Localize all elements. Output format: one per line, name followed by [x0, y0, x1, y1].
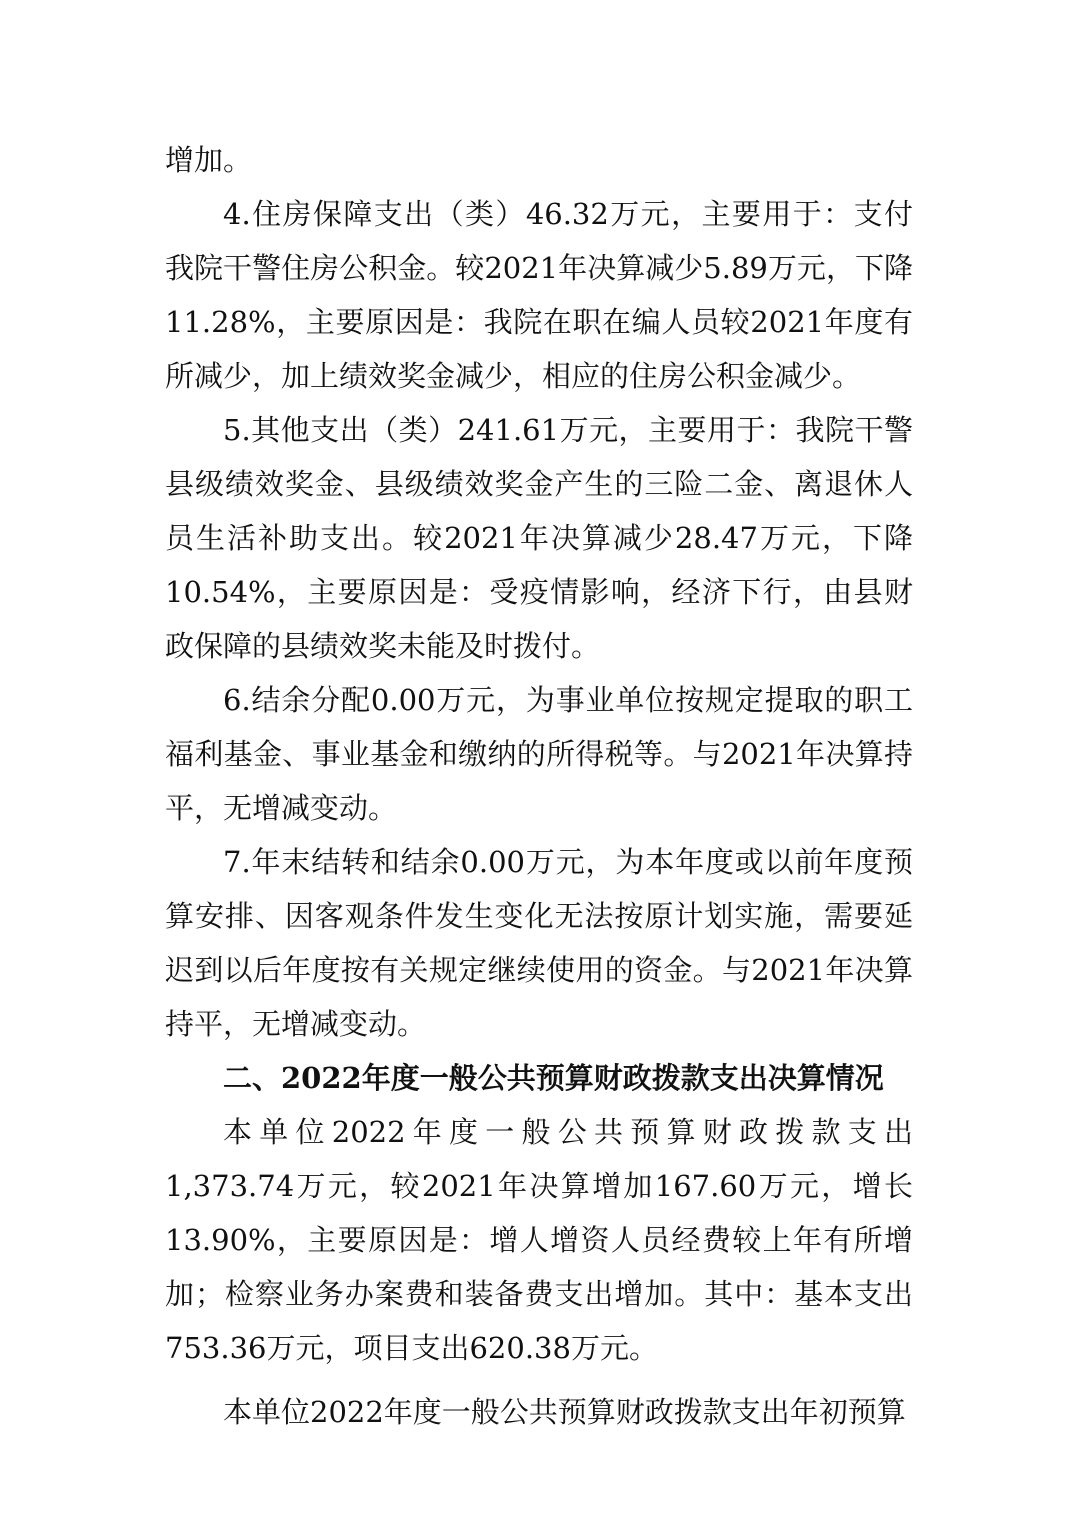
paragraph-initial-budget: 本单位2022年度一般公共预算财政拨款支出年初预算 — [223, 1395, 906, 1429]
document-body — [165, 133, 913, 1439]
paragraph-continuation: 增加。 — [165, 143, 253, 177]
section-heading: 二、2022年度一般公共预算财政拨款支出决算情况 — [223, 1061, 884, 1095]
paragraph-general-budget-expense: 本单位2022年度一般公共预算财政拨款支出1,373.74万元，较2021年决算增加167.60万元，增长13.90%，主要原因是：增人增资人员经费较上年有所增加；检察业务办案费和装备费支出增加。其中：基本支出753.36万元，项目支出620.38万元。 — [165, 1115, 913, 1365]
paragraph-year-end-balance: 7.年末结转和结余0.00万元，为本年度或以前年度预算安排、因客观条件发生变化无法按原计划实施，需要延迟到以后年度按有关规定继续使用的资金。与2021年决算持平，无增减变动。 — [165, 845, 913, 1041]
paragraph-housing-expense: 4.住房保障支出（类）46.32万元，主要用于：支付我院干警住房公积金。较2021年决算减少5.89万元，下降11.28%，主要原因是：我院在职在编人员较2021年度有所减少，加上绩效奖金减少，相应的住房公积金减少。 — [165, 197, 913, 393]
paragraph-surplus-distribution: 6.结余分配0.00万元，为事业单位按规定提取的职工福利基金、事业基金和缴纳的所得税等。与2021年决算持平，无增减变动。 — [165, 683, 913, 825]
paragraph-other-expense: 5.其他支出（类）241.61万元，主要用于：我院干警县级绩效奖金、县级绩效奖金产生的三险二金、离退休人员生活补助支出。较2021年决算减少28.47万元，下降10.54%，主要原因是：受疫情影响，经济下行，由县财政保障的县绩效奖未能及时拨付。 — [165, 413, 913, 663]
